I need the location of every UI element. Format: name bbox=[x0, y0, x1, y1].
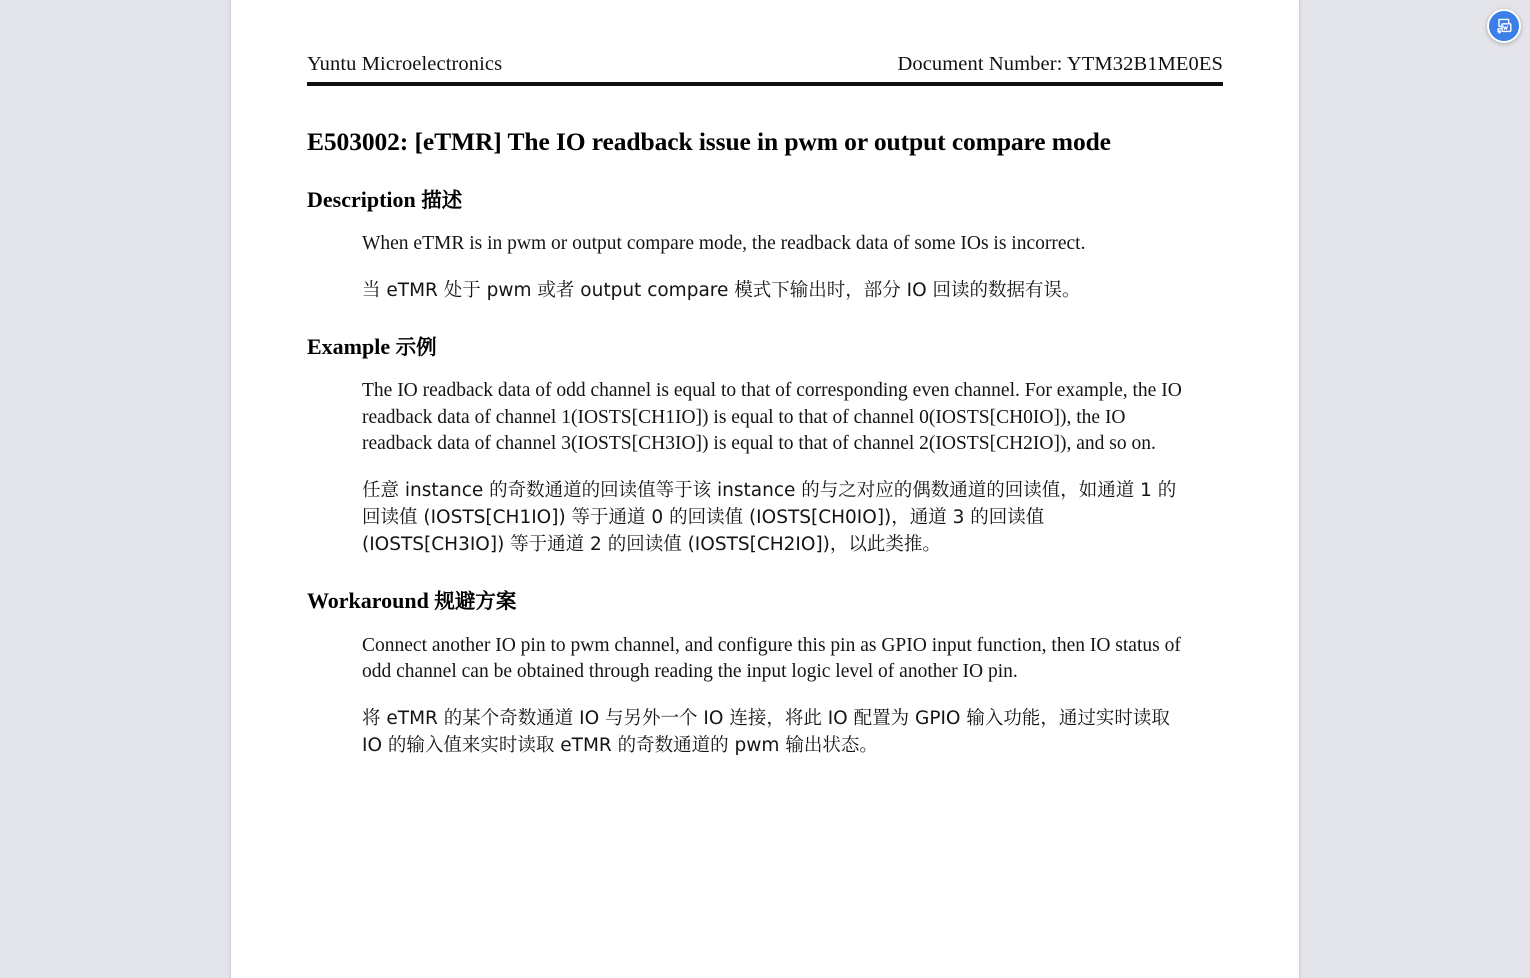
section-heading-description bbox=[307, 186, 1223, 214]
workaround-paragraph-zh: 将 eTMR 的某个奇数通道 IO 与另外一个 IO 连接，将此 IO 配置为 GPIO 输入功能，通过实时读取 IO 的输入值来实时读取 eTMR 的奇数通道的 pwm 输出状态。 bbox=[362, 707, 1170, 756]
header-document-number: Document Number: YTM32B1ME0ES bbox=[897, 53, 1223, 75]
section-heading-workaround-cjk: 规避方案 bbox=[434, 588, 517, 613]
description-paragraph-en: When eTMR is in pwm or output compare mode, the readback data of some IOs is incorrect. bbox=[362, 233, 1086, 255]
section-heading-example-cjk: 示例 bbox=[395, 334, 437, 359]
document-page bbox=[231, 0, 1299, 978]
header-company-name: Yuntu Microelectronics bbox=[307, 53, 503, 75]
section-heading-description-en: Description bbox=[307, 186, 416, 212]
section-heading-example-en: Example bbox=[307, 333, 391, 359]
section-heading-example bbox=[307, 333, 1223, 361]
example-paragraph-zh: 任意 instance 的奇数通道的回读值等于该 instance 的与之对应的偶数通道的回读值，如通道 1 的回读值 (IOSTS[CH1IO]) 等于通道 0 的回读值 (IOSTS[CH0IO])，通道 3 的回读值 (IOSTS[CH3IO]) 等于通道 2 的回读值 (IOSTS[CH2IO])，以此类推。 bbox=[362, 479, 1177, 555]
section-heading-description-cjk: 描述 bbox=[421, 187, 463, 212]
section-heading-workaround-en: Workaround bbox=[307, 587, 429, 613]
export-to-word-icon bbox=[1495, 17, 1514, 36]
workaround-paragraph-en: Connect another IO pin to pwm channel, and configure this pin as GPIO input function, then IO status of odd channel can be obtained through reading the input logic level of another IO pin. bbox=[362, 634, 1181, 683]
document-running-header bbox=[307, 0, 1223, 77]
issue-title: E503002: [eTMR] The IO readback issue in pwm or output compare mode bbox=[307, 126, 1111, 156]
description-paragraph-zh: 当 eTMR 处于 pwm 或者 output compare 模式下输出时，部分 IO 回读的数据有误。 bbox=[362, 279, 1081, 301]
header-divider-rule bbox=[307, 82, 1223, 86]
section-heading-workaround bbox=[307, 587, 1223, 615]
example-paragraph-en: The IO readback data of odd channel is equal to that of corresponding even channel. For example, the IO readback data of channel 1(IOSTS[CH1IO]) is equal to that of channel 0(IOSTS[CH0IO]), the IO readback data of channel 3(IOSTS[CH3IO]) is equal to that of channel 2(IOSTS[CH2IO]), and so on. bbox=[362, 380, 1182, 455]
page-content-area bbox=[307, 0, 1223, 759]
export-to-word-button[interactable] bbox=[1487, 9, 1521, 43]
